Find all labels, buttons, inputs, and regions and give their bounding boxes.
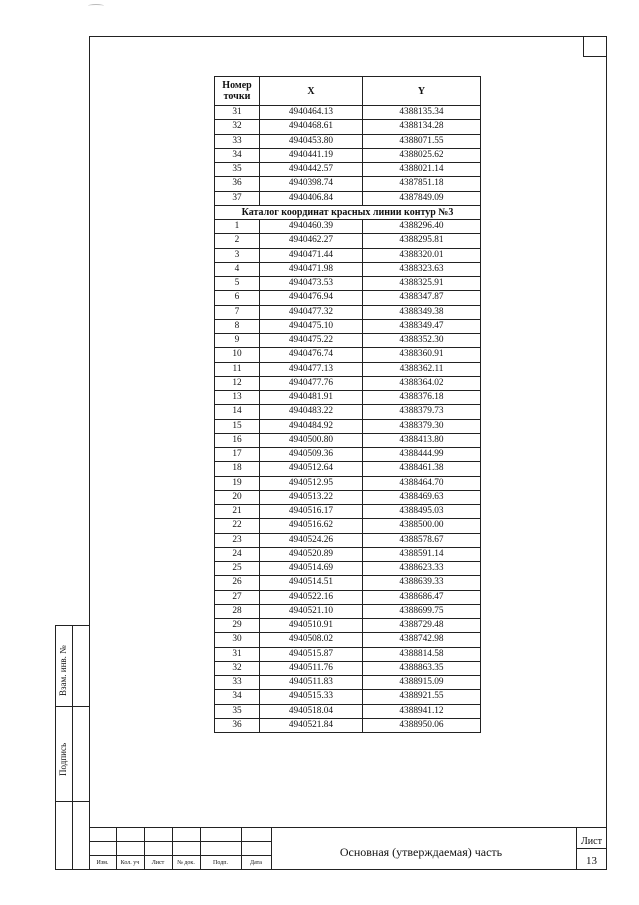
cell-point-number: 37	[215, 191, 260, 205]
table-row	[215, 462, 481, 476]
cell-x: 4940508.02	[260, 633, 363, 647]
stamp-line	[89, 827, 607, 828]
cell-x: 4940516.17	[260, 505, 363, 519]
cell-x: 4940471.98	[260, 262, 363, 276]
coordinates-table-wrap	[214, 76, 480, 733]
cell-y: 4388296.40	[363, 220, 481, 234]
table-row	[215, 134, 481, 148]
cell-y: 4388071.55	[363, 134, 481, 148]
cell-y: 4388915.09	[363, 676, 481, 690]
sheet-label: Лист	[581, 836, 602, 847]
cell-point-number: 7	[215, 305, 260, 319]
stamp-label-izm: Изм.	[96, 860, 109, 866]
cell-y: 4388349.47	[363, 319, 481, 333]
table-row	[215, 163, 481, 177]
cell-x: 4940483.22	[260, 405, 363, 419]
cell-point-number: 15	[215, 419, 260, 433]
cell-y: 4388379.73	[363, 405, 481, 419]
cell-point-number: 12	[215, 376, 260, 390]
cell-x: 4940441.19	[260, 148, 363, 162]
cell-point-number: 33	[215, 134, 260, 148]
cell-point-number: 34	[215, 148, 260, 162]
table-row	[215, 576, 481, 590]
table-row	[215, 391, 481, 405]
cell-x: 4940520.89	[260, 547, 363, 561]
table-row	[215, 376, 481, 390]
cell-point-number: 10	[215, 348, 260, 362]
cell-y: 4388295.81	[363, 234, 481, 248]
cell-y: 4388347.87	[363, 291, 481, 305]
cell-point-number: 31	[215, 647, 260, 661]
side-label-podpis: Подпись	[58, 742, 68, 776]
table-body-top	[215, 106, 481, 206]
cell-y: 4388863.35	[363, 661, 481, 675]
sheet-number: 13	[586, 855, 597, 867]
cell-y: 4388362.11	[363, 362, 481, 376]
table-row	[215, 177, 481, 191]
table-row	[215, 661, 481, 675]
table-row	[215, 191, 481, 205]
cell-point-number: 19	[215, 476, 260, 490]
cell-x: 4940524.26	[260, 533, 363, 547]
table-row	[215, 305, 481, 319]
cell-y: 4388500.00	[363, 519, 481, 533]
cell-y: 4388025.62	[363, 148, 481, 162]
table-row	[215, 120, 481, 134]
cell-y: 4387849.09	[363, 191, 481, 205]
table-row	[215, 362, 481, 376]
cell-point-number: 14	[215, 405, 260, 419]
stamp-label-ndok: № док.	[177, 860, 195, 866]
cell-y: 4388325.91	[363, 277, 481, 291]
cell-y: 4388413.80	[363, 433, 481, 447]
cell-x: 4940510.91	[260, 619, 363, 633]
cell-x: 4940477.32	[260, 305, 363, 319]
cell-point-number: 21	[215, 505, 260, 519]
cell-y: 4388699.75	[363, 604, 481, 618]
cell-y: 4388320.01	[363, 248, 481, 262]
cell-x: 4940477.13	[260, 362, 363, 376]
cell-point-number: 20	[215, 490, 260, 504]
table-row	[215, 547, 481, 561]
table-row	[215, 718, 481, 732]
cell-x: 4940442.57	[260, 163, 363, 177]
cell-x: 4940477.76	[260, 376, 363, 390]
table-row	[215, 676, 481, 690]
cell-x: 4940453.80	[260, 134, 363, 148]
cell-y: 4388814.58	[363, 647, 481, 661]
table-row	[215, 291, 481, 305]
table-row	[215, 476, 481, 490]
cell-y: 4388364.02	[363, 376, 481, 390]
cell-y: 4388921.55	[363, 690, 481, 704]
cell-y: 4388360.91	[363, 348, 481, 362]
cell-y: 4388578.67	[363, 533, 481, 547]
table-row	[215, 148, 481, 162]
cell-x: 4940468.61	[260, 120, 363, 134]
table-row	[215, 419, 481, 433]
cell-point-number: 33	[215, 676, 260, 690]
table-row	[215, 319, 481, 333]
stamp-label-podp: Подп.	[213, 860, 228, 866]
cell-y: 4388444.99	[363, 448, 481, 462]
cell-point-number: 36	[215, 718, 260, 732]
cell-y: 4388623.33	[363, 562, 481, 576]
cell-point-number: 36	[215, 177, 260, 191]
cell-point-number: 25	[215, 562, 260, 576]
cell-point-number: 23	[215, 533, 260, 547]
cell-x: 4940460.39	[260, 220, 363, 234]
cell-point-number: 35	[215, 704, 260, 718]
cell-point-number: 8	[215, 319, 260, 333]
cell-x: 4940473.53	[260, 277, 363, 291]
cell-x: 4940406.84	[260, 191, 363, 205]
cell-x: 4940515.87	[260, 647, 363, 661]
coordinates-table	[214, 76, 481, 733]
cell-y: 4388941.12	[363, 704, 481, 718]
table-row	[215, 348, 481, 362]
cell-y: 4388464.70	[363, 476, 481, 490]
cell-y: 4388469.63	[363, 490, 481, 504]
document-title: Основная (утверждаемая) часть	[339, 845, 503, 859]
cell-x: 4940509.36	[260, 448, 363, 462]
cell-x: 4940512.95	[260, 476, 363, 490]
cell-x: 4940471.44	[260, 248, 363, 262]
table-row	[215, 590, 481, 604]
table-row	[215, 234, 481, 248]
cell-x: 4940475.22	[260, 334, 363, 348]
side-strip-divider	[56, 801, 89, 802]
cell-y: 4388379.30	[363, 419, 481, 433]
table-row	[215, 277, 481, 291]
cell-x: 4940500.80	[260, 433, 363, 447]
cell-point-number: 29	[215, 619, 260, 633]
header-x: X	[260, 77, 363, 106]
stamp-label-data: Дата	[250, 860, 262, 866]
cell-y: 4388134.28	[363, 120, 481, 134]
cell-x: 4940514.51	[260, 576, 363, 590]
cell-x: 4940512.64	[260, 462, 363, 476]
cell-x: 4940511.76	[260, 661, 363, 675]
cell-y: 4387851.18	[363, 177, 481, 191]
stamp-line	[576, 848, 607, 849]
table-row	[215, 248, 481, 262]
cell-point-number: 17	[215, 448, 260, 462]
side-strip-divider	[72, 626, 73, 869]
cell-x: 4940476.74	[260, 348, 363, 362]
table-row	[215, 262, 481, 276]
cell-point-number: 24	[215, 547, 260, 561]
table-row	[215, 505, 481, 519]
frame-corner-box	[583, 37, 607, 57]
cell-point-number: 16	[215, 433, 260, 447]
cell-y: 4388376.18	[363, 391, 481, 405]
cell-point-number: 22	[215, 519, 260, 533]
cell-x: 4940513.22	[260, 490, 363, 504]
cell-point-number: 6	[215, 291, 260, 305]
cell-x: 4940518.04	[260, 704, 363, 718]
cell-x: 4940484.92	[260, 419, 363, 433]
cell-y: 4388742.98	[363, 633, 481, 647]
section-title: Каталог координат красных линии контур №3	[215, 205, 481, 219]
section-row	[215, 205, 481, 219]
cell-point-number: 35	[215, 163, 260, 177]
table-row	[215, 619, 481, 633]
cell-point-number: 34	[215, 690, 260, 704]
cell-y: 4388352.30	[363, 334, 481, 348]
table-row	[215, 490, 481, 504]
cell-point-number: 4	[215, 262, 260, 276]
table-row	[215, 334, 481, 348]
cell-y: 4388135.34	[363, 106, 481, 120]
cell-y: 4388686.47	[363, 590, 481, 604]
table-row	[215, 604, 481, 618]
cell-y: 4388591.14	[363, 547, 481, 561]
cell-point-number: 1	[215, 220, 260, 234]
cell-point-number: 3	[215, 248, 260, 262]
cell-x: 4940514.69	[260, 562, 363, 576]
table-row	[215, 220, 481, 234]
title-block	[89, 827, 607, 870]
table-row	[215, 448, 481, 462]
cell-x: 4940511.83	[260, 676, 363, 690]
cell-point-number: 9	[215, 334, 260, 348]
side-strip-divider	[56, 706, 89, 707]
side-label-vzam: Взам. инв. №	[58, 645, 68, 696]
table-section	[215, 205, 481, 219]
table-row	[215, 405, 481, 419]
cell-x: 4940398.74	[260, 177, 363, 191]
cell-point-number: 18	[215, 462, 260, 476]
cell-x: 4940516.62	[260, 519, 363, 533]
cell-point-number: 32	[215, 661, 260, 675]
cell-point-number: 5	[215, 277, 260, 291]
table-row	[215, 106, 481, 120]
cell-x: 4940462.27	[260, 234, 363, 248]
cell-x: 4940521.84	[260, 718, 363, 732]
stamp-label-kol: Кол. уч	[120, 860, 140, 866]
cell-x: 4940464.13	[260, 106, 363, 120]
cell-x: 4940476.94	[260, 291, 363, 305]
cell-point-number: 31	[215, 106, 260, 120]
table-row	[215, 647, 481, 661]
cell-x: 4940521.10	[260, 604, 363, 618]
stamp-label-list: Лист	[151, 860, 165, 866]
side-strip	[55, 625, 90, 870]
cell-y: 4388950.06	[363, 718, 481, 732]
cell-y: 4388323.63	[363, 262, 481, 276]
header-y: Y	[363, 77, 481, 106]
table-row	[215, 433, 481, 447]
cell-point-number: 30	[215, 633, 260, 647]
table-row	[215, 519, 481, 533]
cell-y: 4388349.38	[363, 305, 481, 319]
cell-y: 4388461.38	[363, 462, 481, 476]
cell-x: 4940475.10	[260, 319, 363, 333]
cell-x: 4940481.91	[260, 391, 363, 405]
cell-point-number: 26	[215, 576, 260, 590]
cell-y: 4388729.48	[363, 619, 481, 633]
scan-artifact	[88, 4, 104, 8]
cell-x: 4940522.16	[260, 590, 363, 604]
cell-point-number: 27	[215, 590, 260, 604]
cell-point-number: 2	[215, 234, 260, 248]
cell-y: 4388495.03	[363, 505, 481, 519]
cell-point-number: 11	[215, 362, 260, 376]
cell-y: 4388639.33	[363, 576, 481, 590]
table-header-row	[215, 77, 481, 106]
table-row	[215, 562, 481, 576]
table-row	[215, 633, 481, 647]
cell-y: 4388021.14	[363, 163, 481, 177]
table-body-bottom	[215, 220, 481, 733]
table-row	[215, 533, 481, 547]
cell-point-number: 28	[215, 604, 260, 618]
table-row	[215, 690, 481, 704]
cell-x: 4940515.33	[260, 690, 363, 704]
cell-point-number: 13	[215, 391, 260, 405]
table-row	[215, 704, 481, 718]
header-point-number: Номер точки	[215, 77, 260, 106]
cell-point-number: 32	[215, 120, 260, 134]
